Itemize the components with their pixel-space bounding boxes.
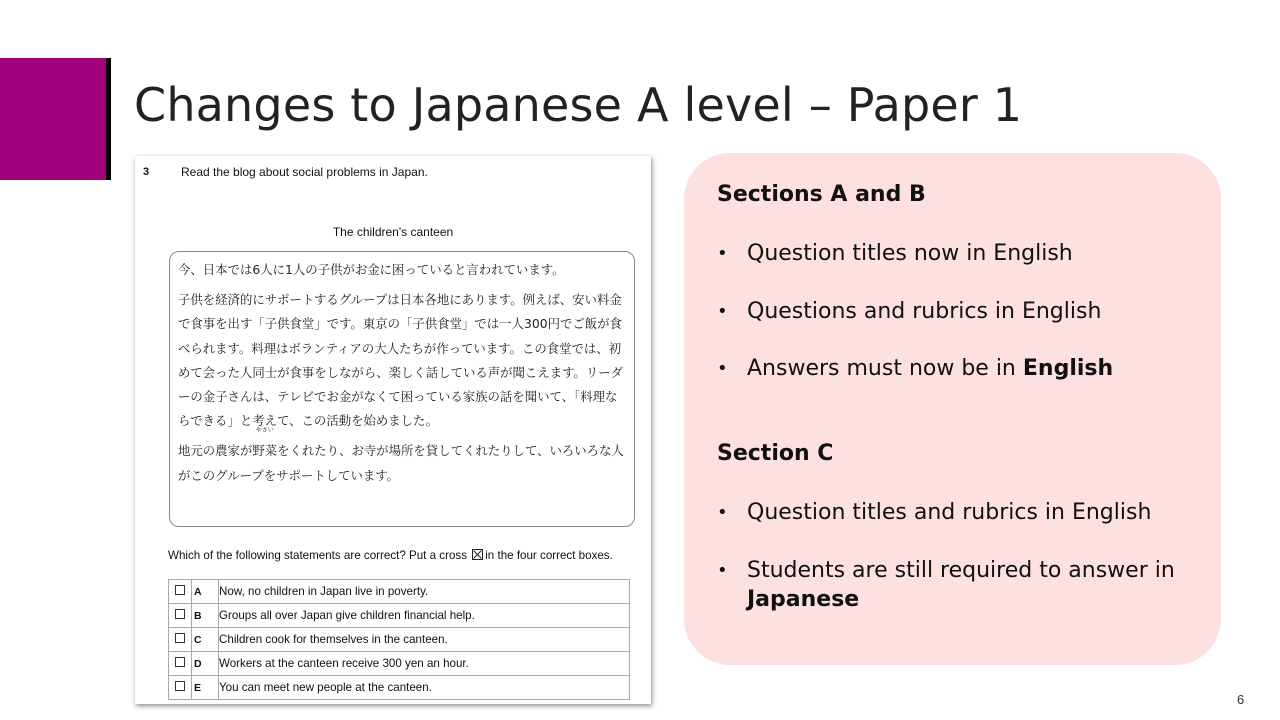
bullet-icon: • — [717, 301, 728, 322]
bullet-text-emphasis: English — [1022, 356, 1114, 381]
mc-question-end: in the four correct boxes. — [485, 549, 613, 562]
bullet-text: Question titles and rubrics in English — [747, 500, 1152, 525]
option-text: Now, no children in Japan live in poverty. — [219, 580, 630, 604]
option-checkbox-cell — [169, 628, 192, 652]
bullet-text-emphasis: Japanese — [747, 587, 860, 612]
accent-bar — [0, 58, 108, 180]
option-text: Children cook for themselves in the canteen. — [219, 628, 630, 652]
blog-paragraph-2: 子供を経済的にサポートするグループは日本各地にあります。例えば、安い料金で食事を出す「子供食堂」です。東京の「子供食堂」では一人300円でご飯が食べられます。料理はボランティアの大人たちが作っています。この食堂では、初めて会った人同士が食事をしながら、楽しく話している声が聞こえます。リーダーの金子さんは、テレビでお金がなくて困っている家族の話を聞いて、「料理ならできる」と考えて、この活動を始めました。 — [178, 292, 624, 429]
accent-bar-edge — [106, 58, 111, 180]
bullet-text: Questions and rubrics in English — [747, 299, 1102, 324]
section-c-heading: Section C — [717, 441, 834, 466]
furigana-reading: やさい — [255, 427, 274, 435]
blog-paragraph-3-end: をくれたり、お寺が場所を貸してくれたりして、いろいろな人がこのグループをサポートしています。 — [178, 443, 624, 483]
multiple-choice-question — [168, 549, 613, 562]
option-row — [169, 652, 630, 676]
checkbox-icon[interactable] — [175, 681, 185, 691]
blog-paragraph-1: 今、日本では6人に1人の子供がお金に困っていると言われています。 — [178, 262, 565, 277]
option-checkbox-cell — [169, 652, 192, 676]
bullet-text-start: Answers must now be in — [747, 356, 1023, 381]
section-ab-heading: Sections A and B — [717, 182, 926, 207]
furigana-word — [252, 427, 278, 463]
option-row — [169, 604, 630, 628]
bullet-icon: • — [717, 358, 728, 379]
answer-options-table — [168, 579, 630, 700]
bullet-text — [747, 556, 1197, 614]
checkbox-icon[interactable] — [175, 609, 185, 619]
checkbox-icon[interactable] — [175, 585, 185, 595]
option-text: Groups all over Japan give children financial help. — [219, 604, 630, 628]
option-letter: A — [192, 580, 219, 604]
option-row — [169, 628, 630, 652]
blog-paragraph-3 — [178, 427, 626, 487]
option-text: You can meet new people at the canteen. — [219, 676, 630, 700]
blog-paragraph-3-start: 地元の農家が — [178, 443, 253, 459]
blog-title: The children's canteen — [332, 225, 454, 239]
bullet-icon: • — [717, 560, 728, 581]
bullet-text: Question titles now in English — [747, 241, 1073, 266]
question-instruction: Read the blog about social problems in Japan. — [181, 165, 428, 179]
checkbox-icon[interactable] — [175, 633, 185, 643]
option-row — [169, 580, 630, 604]
question-number: 3 — [143, 166, 150, 178]
exam-paper-excerpt — [135, 156, 651, 704]
furigana-base: 野菜 — [252, 443, 278, 459]
page-number: 6 — [1237, 692, 1245, 707]
bullet-icon: • — [717, 243, 728, 264]
option-checkbox-cell — [169, 580, 192, 604]
summary-panel — [684, 153, 1221, 665]
slide-title: Changes to Japanese A level – Paper 1 — [134, 78, 1023, 132]
checkbox-icon[interactable] — [175, 657, 185, 667]
option-checkbox-cell — [169, 604, 192, 628]
bullet-icon: • — [717, 502, 728, 523]
option-letter: E — [192, 676, 219, 700]
option-text: Workers at the canteen receive 300 yen an hour. — [219, 652, 630, 676]
option-letter: C — [192, 628, 219, 652]
blog-text-box — [169, 251, 635, 527]
crossed-box-icon — [472, 549, 483, 560]
bullet-text-start: Students are still required to answer in — [747, 558, 1175, 583]
option-row — [169, 676, 630, 700]
option-letter: B — [192, 604, 219, 628]
option-letter: D — [192, 652, 219, 676]
mc-question-start: Which of the following statements are correct? Put a cross — [168, 549, 467, 562]
bullet-text — [747, 354, 1197, 383]
option-checkbox-cell — [169, 676, 192, 700]
